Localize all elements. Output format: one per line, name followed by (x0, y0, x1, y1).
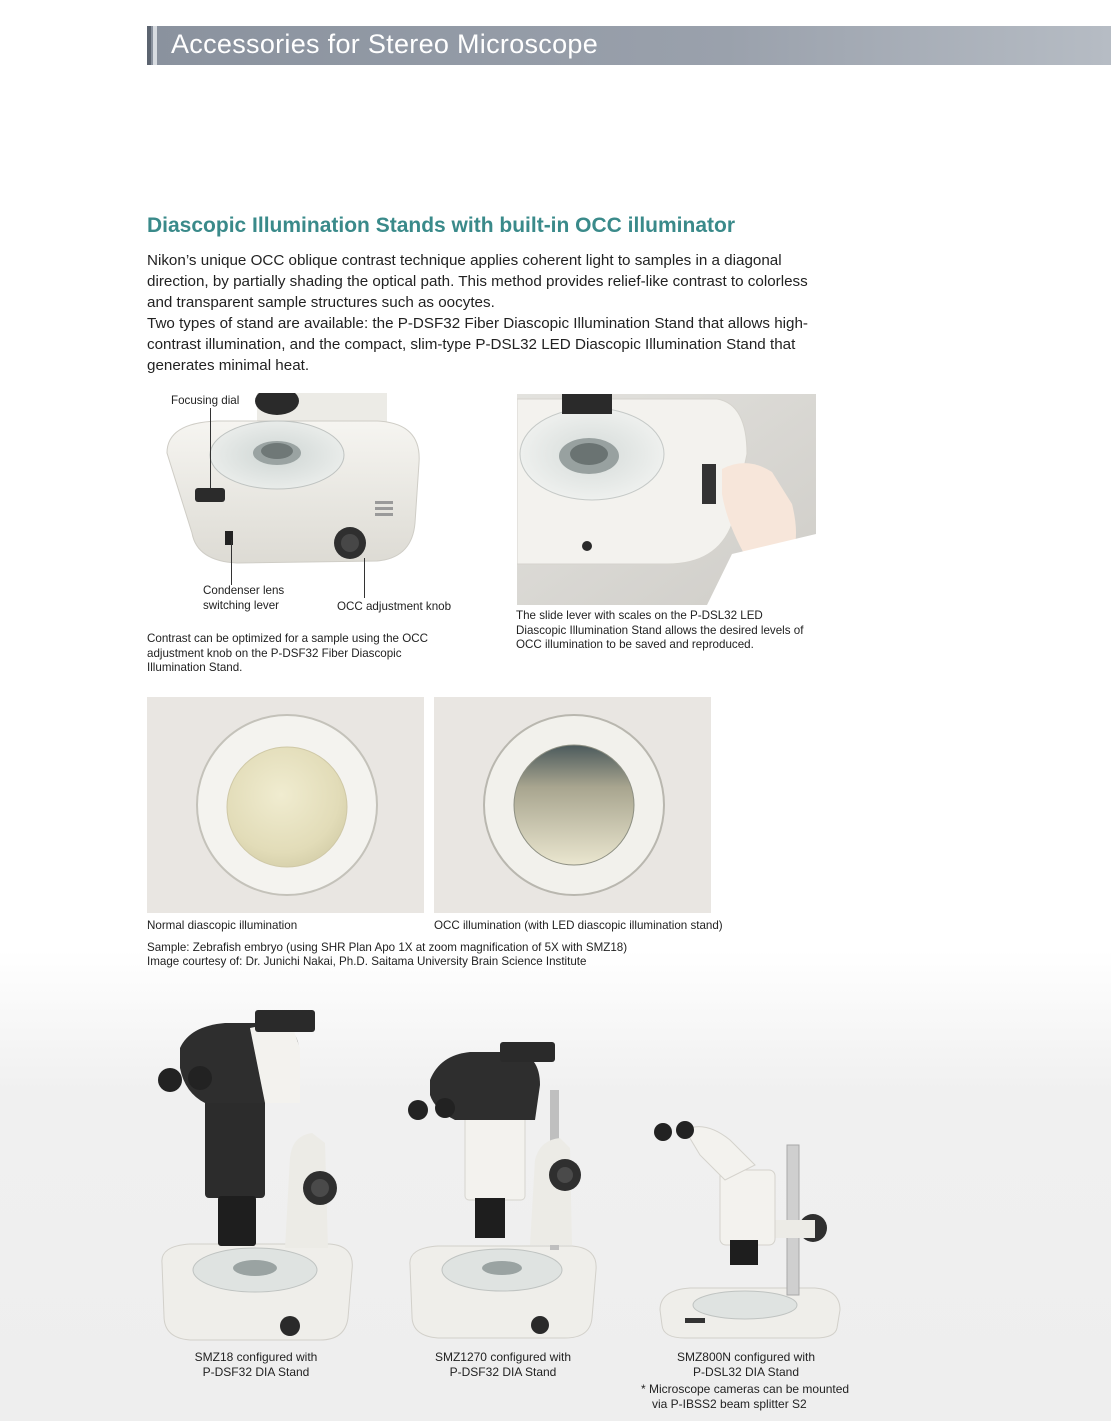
footnote-line1: * Microscope cameras can be mounted (641, 1382, 850, 1396)
smz800n-caption (664, 1350, 828, 1380)
smz18-caption-line2: P-DSF32 DIA Stand (202, 1365, 310, 1379)
header-accent-light (153, 26, 157, 65)
smz18-caption (180, 1350, 332, 1380)
focusing-dial-label: Focusing dial (171, 394, 240, 407)
smz1270-microscope-photo (400, 1040, 605, 1348)
occ-knob-label: OCC adjustment knob (337, 600, 452, 613)
header-accent (147, 26, 151, 65)
focusing-dial-leader (210, 408, 211, 488)
condenser-lens-label-line2: switching lever (203, 599, 280, 612)
smz800n-microscope-photo (645, 1110, 845, 1348)
dsl32-slide-lever-photo (517, 394, 816, 605)
smz1270-caption-line2: P-DSF32 DIA Stand (449, 1365, 557, 1379)
condenser-lens-label-line1: Condenser lens (203, 584, 285, 597)
smz1270-caption-line1: SMZ1270 configured with (434, 1350, 572, 1364)
intro-text (147, 250, 827, 376)
normal-illumination-photo (147, 697, 424, 913)
footnote-line2: via P-IBSS2 beam splitter S2 (652, 1397, 807, 1411)
footnote (641, 1382, 871, 1412)
page-title: Accessories for Stereo Microscope (171, 29, 599, 59)
intro-paragraph-2: Two types of stand are available: the P-DSF32 Fiber Diascopic Illumination Stand that allows high-contrast illumination, and the compact, slim-type P-DSL32 LED Diascopic Illumination Stand that generates minimal heat. (147, 315, 808, 374)
occ-illumination-photo (434, 697, 711, 913)
normal-illumination-caption: Normal diascopic illumination (147, 919, 298, 932)
figure2-caption: The slide lever with scales on the P-DSL32 LED Diascopic Illumination Stand allows the desired levels of OCC illumination to be saved and reproduced. (516, 609, 804, 651)
figure1-caption: Contrast can be optimized for a sample using the OCC adjustment knob on the P-DSF32 Fiber Diascopic Illumination Stand. (147, 632, 428, 674)
image-courtesy: Image courtesy of: Dr. Junichi Nakai, Ph.D. Saitama University Brain Science Institute (147, 955, 587, 968)
condenser-leader (231, 540, 232, 585)
intro-paragraph-1: Nikon’s unique OCC oblique contrast technique applies coherent light to samples in a diagonal direction, by partially shading the optical path. This method provides relief-like contrast to colorless and transparent sample structures such as oocytes. (147, 252, 808, 311)
smz18-microscope-photo (150, 1008, 360, 1348)
header-bar (147, 26, 1111, 65)
smz800n-caption-line1: SMZ800N configured with (676, 1350, 816, 1364)
occ-knob-leader (364, 558, 365, 598)
smz1270-caption (420, 1350, 586, 1380)
occ-illumination-caption: OCC illumination (with LED diascopic illumination stand) (434, 919, 723, 932)
sample-note: Sample: Zebrafish embryo (using SHR Plan Apo 1X at zoom magnification of 5X with SMZ18) (147, 941, 628, 954)
section-title: Diascopic Illumination Stands with built-in OCC illuminator (147, 214, 736, 237)
smz800n-caption-line2: P-DSL32 DIA Stand (692, 1365, 800, 1379)
smz18-caption-line1: SMZ18 configured with (194, 1350, 318, 1364)
dsf32-stand-photo (147, 393, 437, 578)
